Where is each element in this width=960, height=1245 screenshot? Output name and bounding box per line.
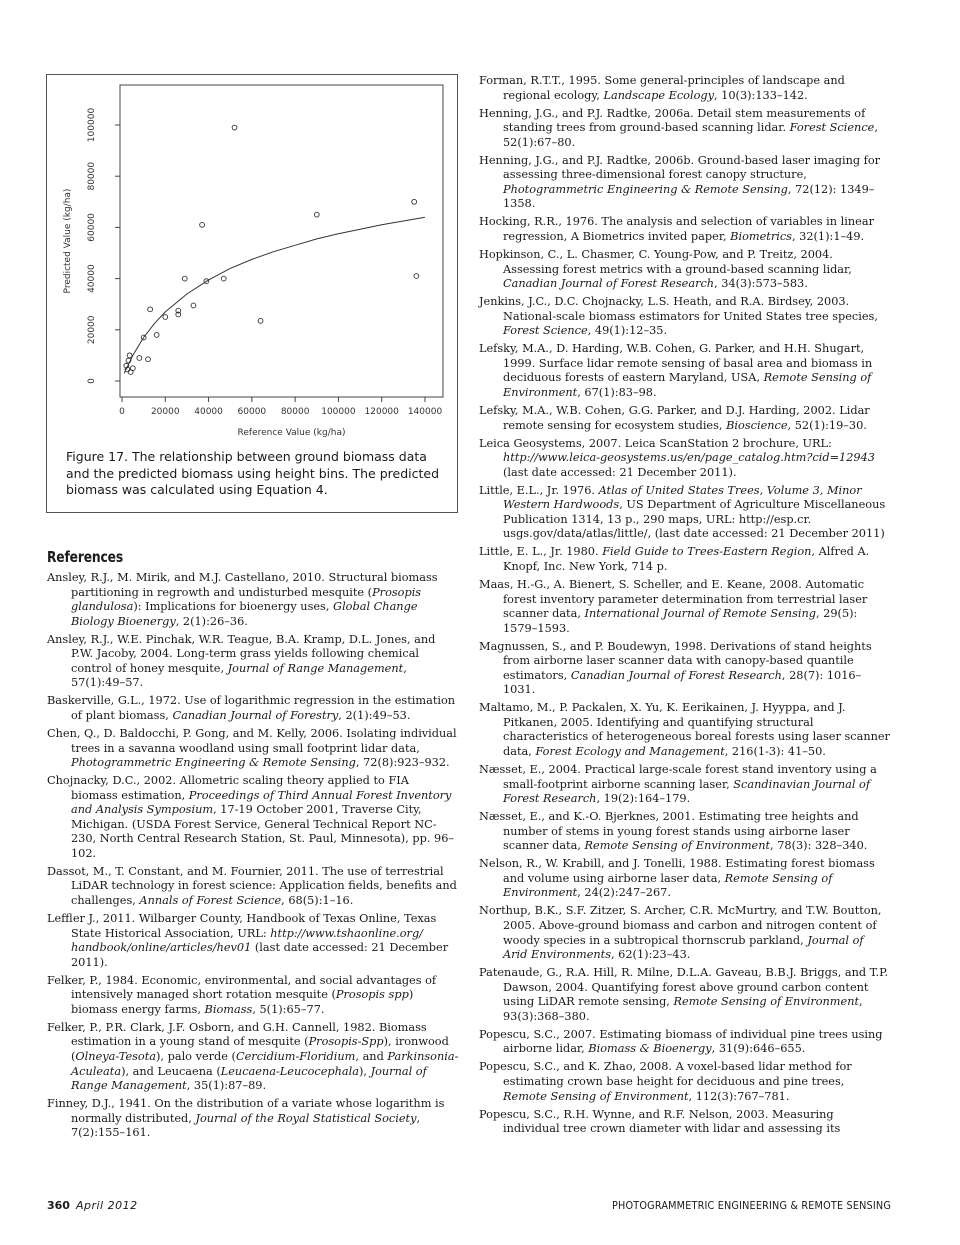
plot-frame <box>120 85 443 397</box>
reference-entry: Næsset, E., and K.-O. Bjerknes, 2001. Estimating tree heights and number of stems in young forest stands using airborne laser scanner data, Remote Sensing of Environment, 78(3): 328–340. <box>479 810 868 853</box>
data-point <box>130 366 135 371</box>
data-point <box>154 333 159 338</box>
figure-caption: Figure 17. The relationship between ground biomass data and the predicted biomass using height bins. The predicted biomass was calculated using Equation 4. <box>66 449 439 497</box>
reference-entry: Maltamo, M., P. Packalen, X. Yu, K. Eerikainen, J. Hyyppa, and J. Pitkanen, 2005. Identifying and quantifying structural characteristics of heterogeneous boreal forests using laser scanner data, Forest Ecology and Management, 216(1-3): 41–50. <box>479 701 890 759</box>
page-footer-left <box>47 1199 138 1212</box>
reference-entry: Baskerville, G.L., 1972. Use of logarithmic regression in the estimation of plant biomass, Canadian Journal of Forestry, 2(1):49–53. <box>47 694 456 722</box>
data-point <box>191 303 196 308</box>
reference-entry: Northup, B.K., S.F. Zitzer, S. Archer, C.R. McMurtry, and T.W. Boutton, 2005. Above-ground biomass and carbon and nitrogen content of woody species in a subtropical thornscrub parkland, Journal of Arid Environments, 62(1):23–43. <box>479 904 882 962</box>
x-tick-label: 140000 <box>407 407 443 417</box>
reference-entry: Felker, P., P.R. Clark, J.F. Osborn, and G.H. Cannell, 1982. Biomass estimation in a young stand of mesquite (Prosopis-Spp), ironwood (Olneya-Tesota), palo verde (Cercidium-Floridium, and Parkinsonia-Aculeata), and Leucaena (Leucaena-Leucocephala), Journal of Range Management, 35(1):87–89. <box>47 1020 459 1093</box>
reference-entry: Popescu, S.C., and K. Zhao, 2008. A voxel-based lidar method for estimating crown base height for deciduous and pine trees, Remote Sensing of Environment, 112(3):767–781. <box>479 1060 852 1103</box>
reference-entry: Leica Geosystems, 2007. Leica ScanStation 2 brochure, URL: http://www.leica-geosystems.us/en/page_catalog.htm?cid=12943 (last date accessed: 21 December 2011). <box>479 436 875 479</box>
x-tick-label: 20000 <box>150 407 180 417</box>
x-axis-label: Reference Value (kg/ha) <box>237 428 346 438</box>
reference-entry: Magnussen, S., and P. Boudewyn, 1998. Derivations of stand heights from airborne laser scanner data with canopy-based quantile estimators, Canadian Journal of Forest Research, 28(7): 1016–1031. <box>479 639 872 697</box>
reference-entry: Chen, Q., D. Baldocchi, P. Gong, and M. Kelly, 2006. Isolating individual trees in a savanna woodland using small footprint lidar data, Photogrammetric Engineering & Remote Sensing, 72(8):923–932. <box>47 726 457 770</box>
data-point <box>232 125 237 130</box>
x-tick-label: 60000 <box>237 407 267 417</box>
references-heading: References <box>47 548 123 566</box>
reference-entry: Leffler J., 2011. Wilbarger County, Handbook of Texas Online, Texas State Historical Association, URL: http://www.tshaonline.org/ handbook/online/articles/hev01 (last date accessed: 21 December 2011). <box>47 912 449 969</box>
y-tick-label: 100000 <box>87 107 97 143</box>
reference-entry: Felker, P., 1984. Economic, environmental, and social advantages of intensively managed short rotation mesquite (Prosopis spp) biomass energy farms, Biomass, 5(1):65–77. <box>47 973 437 1016</box>
data-point <box>182 276 187 281</box>
data-point <box>314 212 319 217</box>
data-point <box>221 276 226 281</box>
y-tick-label: 20000 <box>87 315 97 345</box>
issue-date: April 2012 <box>75 1199 138 1212</box>
page-number: 360 <box>47 1199 70 1212</box>
x-tick-label: 0 <box>119 407 125 417</box>
figure-17 <box>46 74 458 513</box>
y-tick-label: 80000 <box>87 161 97 191</box>
reference-entry: Næsset, E., 2004. Practical large-scale forest stand inventory using a small-footprint airborne scanning laser, Scandinavian Journal of Forest Research, 19(2):164–179. <box>479 763 877 806</box>
data-point <box>137 356 142 361</box>
reference-entry: Popescu, S.C., 2007. Estimating biomass of individual pine trees using airborne lidar, Biomass & Bioenergy, 31(9):646–655. <box>479 1027 883 1056</box>
reference-entry: Finney, D.J., 1941. On the distribution of a variate whose logarithm is normally distributed, Journal of the Royal Statistical Society, 7(2):155–161. <box>47 1097 445 1140</box>
x-tick-label: 120000 <box>364 407 399 417</box>
x-tick-label: 100000 <box>321 407 356 417</box>
reference-entry: Little, E.L., Jr. 1976. Atlas of United States Trees, Volume 3, Minor Western Hardwoods, US Department of Agriculture Miscellaneous Publication 1314, 13 p., 290 maps, URL: http://esp.cr. usgs.gov/data/atlas/little/, (last date accessed: 21 December 2011) <box>479 483 886 541</box>
reference-entry: Popescu, S.C., R.H. Wynne, and R.F. Nelson, 2003. Measuring individual tree crown diameter with lidar and assessing its <box>479 1107 841 1136</box>
reference-entry: Patenaude, G., R.A. Hill, R. Milne, D.L.A. Gaveau, B.B.J. Briggs, and T.P. Dawson, 2004. Quantifying forest above ground carbon content using LiDAR remote sensing, Remote Sensing of Environment, 93(3):368–380. <box>479 966 889 1023</box>
reference-entry: Jenkins, J.C., D.C. Chojnacky, L.S. Heath, and R.A. Birdsey, 2003. National-scale biomass estimators for United States tree species, Forest Science, 49(1):12–35. <box>479 295 878 338</box>
data-point <box>146 357 151 362</box>
reference-entry: Ansley, R.J., M. Mirik, and M.J. Castellano, 2010. Structural biomass partitioning in regrowth and undisturbed mesquite (Prosopis glandulosa): Implications for bioenergy uses, Global Change Biology Bioenergy, 2(1):26–36. <box>47 571 438 628</box>
reference-entry: Ansley, R.J., W.E. Pinchak, W.R. Teague, B.A. Kramp, D.L. Jones, and P.W. Jacoby, 2004. Long-term grass yields following chemical control of honey mesquite, Journal of Range Management, 57(1):49–57. <box>47 632 436 690</box>
data-point <box>163 315 168 320</box>
reference-entry: Lefsky, M.A., W.B. Cohen, G.G. Parker, and D.J. Harding, 2002. Lidar remote sensing for ecosystem studies, Bioscience, 52(1):19–30. <box>479 403 870 432</box>
references-left-column <box>47 571 459 1144</box>
reference-entry: Forman, R.T.T., 1995. Some general-principles of landscape and regional ecology, Landscape Ecology, 10(3):133–142. <box>479 74 845 102</box>
data-point <box>258 318 263 323</box>
reference-entry: Lefsky, M.A., D. Harding, W.B. Cohen, G. Parker, and H.H. Shugart, 1999. Surface lidar remote sensing of basal area and biomass in deciduous forests of eastern Maryland, USA, Remote Sensing of Environment, 67(1):83–98. <box>479 342 873 399</box>
data-point <box>200 222 205 227</box>
data-point <box>414 274 419 279</box>
data-point <box>412 199 417 204</box>
fit-curve <box>124 217 425 373</box>
data-point <box>127 353 132 358</box>
reference-entry: Chojnacky, D.C., 2002. Allometric scaling theory applied to FIA biomass estimation, Proceedings of Third Annual Forest Inventory and Analysis Symposium, 17-19 October 2001, Traverse City, Michigan. (USDA Forest Service, General Technical Report NC-230, North Central Research Station, St. Paul, Minnesota), pp. 96–102. <box>47 774 455 860</box>
y-tick-label: 40000 <box>87 264 97 293</box>
x-tick-label: 80000 <box>280 407 310 417</box>
data-point <box>148 307 153 312</box>
y-axis-label: Predicted Value (kg/ha) <box>63 188 73 294</box>
reference-entry: Maas, H.-G., A. Bienert, S. Scheller, and E. Keane, 2008. Automatic forest inventory parameter determination from terrestrial laser scanner data, International Journal of Remote Sensing, 29(5): 1579–1593. <box>479 578 868 635</box>
y-tick-label: 60000 <box>87 213 97 242</box>
reference-entry: Henning, J.G., and P.J. Radtke, 2006a. Detail stem measurements of standing trees from ground-based scanning lidar. Forest Science, 52(1):67–80. <box>479 106 878 149</box>
reference-entry: Dassot, M., T. Constant, and M. Fournier, 2011. The use of terrestrial LiDAR technology in forest science: Application fields, benefits and challenges, Annals of Forest Science, 68(5):1–16. <box>47 864 457 907</box>
reference-entry: Hopkinson, C., L. Chasmer, C. Young-Pow, and P. Treitz, 2004. Assessing forest metrics with a ground-based scanning lidar, Canadian Journal of Forest Research, 34(3):573–583. <box>479 248 852 291</box>
reference-entry: Little, E. L., Jr. 1980. Field Guide to Trees-Eastern Region, Alfred A. Knopf, Inc. New York, 714 p. <box>479 545 870 573</box>
reference-entry: Henning, J.G., and P.J. Radtke, 2006b. Ground-based laser imaging for assessing three-dimensional forest canopy structure, Photogrammetric Engineering & Remote Sensing, 72(12): 1349–1358. <box>479 153 881 211</box>
references-right-column <box>479 74 891 1140</box>
x-tick-label: 40000 <box>194 407 223 417</box>
scatter-chart <box>47 75 457 445</box>
journal-name: PHOTOGRAMMETRIC ENGINEERING & REMOTE SENSING <box>612 1199 892 1212</box>
y-tick-label: 0 <box>87 378 97 384</box>
reference-entry: Hocking, R.R., 1976. The analysis and selection of variables in linear regression, A Biometrics invited paper, Biometrics, 32(1):1–49. <box>479 215 874 243</box>
reference-entry: Nelson, R., W. Krabill, and J. Tonelli, 1988. Estimating forest biomass and volume using airborne laser data, Remote Sensing of Environment, 24(2):247–267. <box>479 857 875 900</box>
